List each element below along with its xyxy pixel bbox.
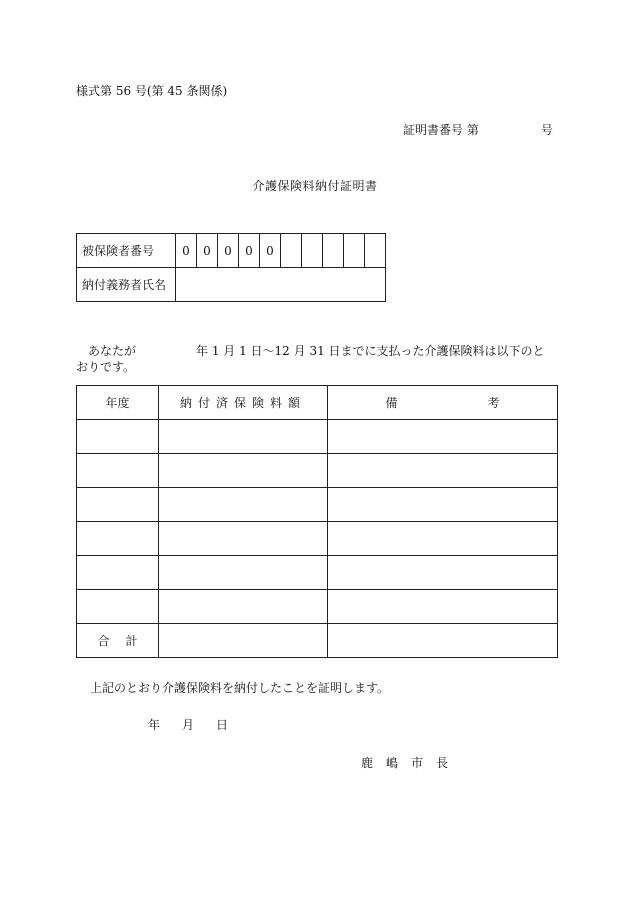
payer-name-row (77, 268, 386, 302)
certificate-number (403, 123, 553, 137)
total-label (77, 624, 159, 658)
intro-paragraph (76, 343, 556, 375)
row-remarks (328, 522, 558, 556)
issue-date (148, 718, 228, 732)
insured-number-digit (281, 234, 302, 268)
total-remarks (328, 624, 558, 658)
header-remarks-char: 備 (385, 396, 398, 410)
insured-number-digit: 0 (239, 234, 260, 268)
total-label-char: 合 (97, 634, 110, 648)
payer-name-label: 納付義務者氏名 (77, 268, 176, 302)
insured-number-digit (344, 234, 365, 268)
table-row (77, 522, 558, 556)
insured-number-digit: 0 (197, 234, 218, 268)
date-month: 月 (182, 718, 195, 732)
row-remarks (328, 454, 558, 488)
row-amount (159, 522, 328, 556)
row-amount (159, 556, 328, 590)
table-row (77, 590, 558, 624)
date-day: 日 (216, 718, 229, 732)
intro-lead: あなたが (88, 344, 137, 358)
insured-number-label: 被保険者番号 (77, 234, 176, 268)
issuer-signature (361, 756, 461, 770)
total-label-char: 計 (125, 634, 138, 648)
payment-table (76, 385, 558, 658)
certificate-number-prefix: 証明書番号 第 (403, 123, 479, 137)
insured-number-digit (302, 234, 323, 268)
insured-info-table (76, 233, 386, 302)
table-row (77, 454, 558, 488)
issuer-char: 長 (436, 756, 449, 770)
header-remarks-char: 考 (487, 396, 500, 410)
row-amount (159, 420, 328, 454)
row-amount (159, 488, 328, 522)
row-year (77, 454, 159, 488)
row-remarks (328, 590, 558, 624)
row-year (77, 590, 159, 624)
insured-number-digit (365, 234, 386, 268)
row-remarks (328, 420, 558, 454)
row-year (77, 522, 159, 556)
insured-number-row (77, 234, 386, 268)
row-amount (159, 454, 328, 488)
document-title: 介護保険料納付証明書 (252, 179, 378, 193)
insured-number-digit: 0 (218, 234, 239, 268)
insured-number-digit: 0 (176, 234, 197, 268)
row-year (77, 488, 159, 522)
insured-number-digit: 0 (260, 234, 281, 268)
issuer-char: 嶋 (386, 756, 399, 770)
date-year: 年 (148, 718, 161, 732)
row-amount (159, 590, 328, 624)
total-row (77, 624, 558, 658)
issuer-char: 鹿 (361, 756, 374, 770)
table-row (77, 488, 558, 522)
row-remarks (328, 488, 558, 522)
header-year: 年度 (77, 386, 159, 420)
insured-number-digit (323, 234, 344, 268)
total-amount (159, 624, 328, 658)
header-remarks (328, 386, 558, 420)
table-row (77, 420, 558, 454)
certification-statement: 上記のとおり介護保険料を納付したことを証明します。 (90, 681, 390, 695)
row-year (77, 420, 159, 454)
issuer-char: 市 (411, 756, 424, 770)
payment-table-header (77, 386, 558, 420)
row-year (77, 556, 159, 590)
certificate-number-suffix: 号 (540, 123, 553, 137)
header-amount: 納付済保険料額 (159, 386, 328, 420)
row-remarks (328, 556, 558, 590)
form-number: 様式第 56 号(第 45 条関係) (76, 84, 228, 98)
intro-body: 年 1 月 1 日～12 月 31 日までに支払った介護保険料は以下のとおりです。 (76, 344, 545, 374)
table-row (77, 556, 558, 590)
payer-name-value (176, 268, 386, 302)
